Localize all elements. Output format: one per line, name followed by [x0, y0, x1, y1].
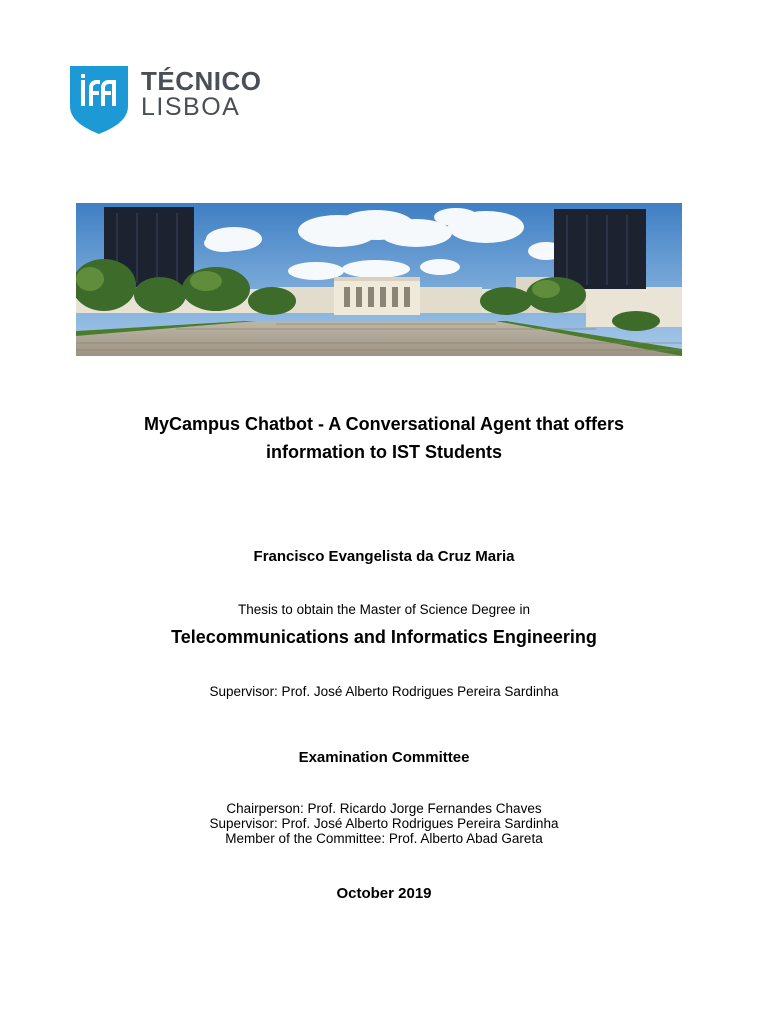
- supervisor-line: Supervisor: Prof. José Alberto Rodrigues Pereira Sardinha: [209, 684, 559, 699]
- committee-chairperson: Chairperson: Prof. Ricardo Jorge Fernandes Chaves: [226, 801, 542, 816]
- brand-wordmark: [141, 68, 262, 120]
- submission-date: October 2019: [336, 885, 432, 902]
- degree-name: Telecommunications and Informatics Engineering: [171, 627, 597, 647]
- institution-logo: [70, 66, 270, 136]
- brand-line-1: TÉCNICO: [141, 66, 262, 96]
- thesis-intro: Thesis to obtain the Master of Science Degree in: [238, 602, 530, 617]
- campus-panorama-image: [76, 203, 682, 356]
- author-name: Francisco Evangelista da Cruz Maria: [253, 548, 515, 565]
- committee-heading: Examination Committee: [298, 749, 470, 766]
- committee-member: Member of the Committee: Prof. Alberto Abad Gareta: [225, 831, 543, 846]
- thesis-title-line-2: information to IST Students: [266, 442, 502, 462]
- committee-supervisor: Supervisor: Prof. José Alberto Rodrigues Pereira Sardinha: [209, 816, 559, 831]
- brand-line-2: LISBOA: [141, 93, 241, 121]
- committee-list: [0, 801, 768, 846]
- thesis-title-line-1: MyCampus Chatbot - A Conversational Agent that offers: [143, 414, 625, 434]
- thesis-title: [0, 410, 768, 466]
- ist-shield-icon: [70, 66, 128, 134]
